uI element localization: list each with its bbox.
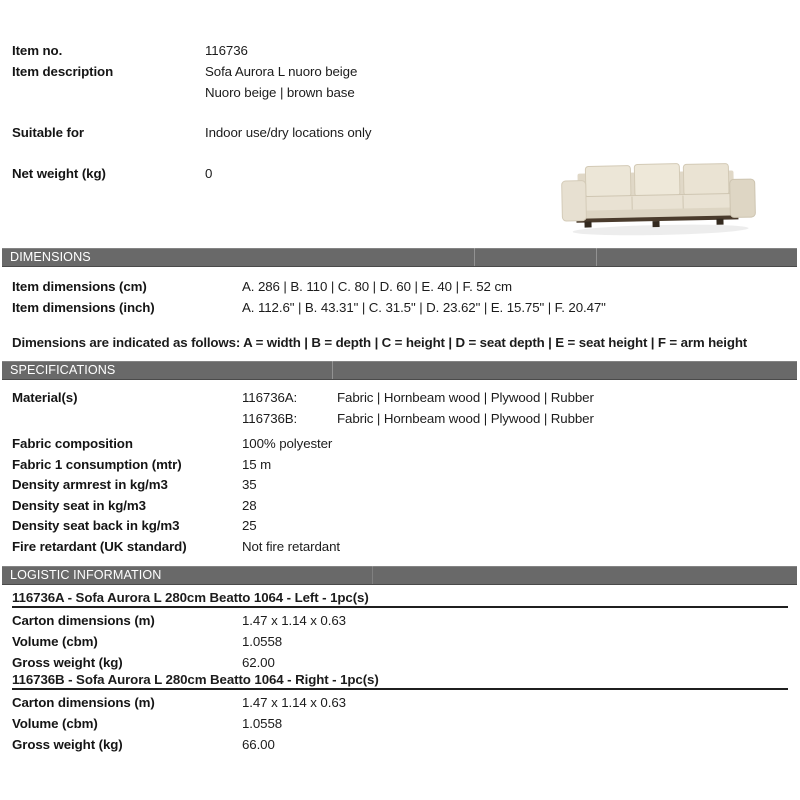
material-value-a: Fabric | Hornbeam wood | Plywood | Rubber: [337, 390, 594, 405]
item-no-label: Item no.: [12, 43, 63, 58]
header-divider: [332, 361, 333, 379]
gross-weight-b-label: Gross weight (kg): [12, 737, 123, 752]
volume-b-label: Volume (cbm): [12, 716, 98, 731]
density-armrest-value: 35: [242, 477, 257, 492]
density-armrest-label: Density armrest in kg/m3: [12, 477, 168, 492]
spec-rows: [12, 434, 788, 557]
dimensions-table: [12, 276, 788, 318]
materials-rows: [12, 388, 788, 429]
net-weight-label: Net weight (kg): [12, 166, 106, 181]
dimensions-cm-value: A. 286 | B. 110 | C. 80 | D. 60 | E. 40 | F. 52 cm: [242, 279, 512, 294]
spacer: [12, 103, 788, 122]
suitable-for-value: Indoor use/dry locations only: [205, 125, 372, 140]
material-code-a: 116736A:: [242, 390, 298, 405]
fabric-composition-label: Fabric composition: [12, 436, 133, 451]
carton-dimensions-a-value: 1.47 x 1.14 x 0.63: [242, 613, 346, 628]
header-divider: [474, 248, 475, 266]
fabric-composition-value: 100% polyester: [242, 436, 333, 451]
carton-dimensions-b-label: Carton dimensions (m): [12, 695, 155, 710]
carton-dimensions-a-label: Carton dimensions (m): [12, 613, 155, 628]
material-code-b: 116736B:: [242, 410, 298, 426]
sofa-product-image: [554, 148, 764, 240]
material-value-b: Fabric | Hornbeam wood | Plywood | Rubber: [337, 410, 594, 426]
dimensions-section-title: DIMENSIONS: [10, 250, 91, 264]
gross-weight-a-value: 62.00: [242, 655, 275, 670]
package-a-table: [12, 610, 788, 673]
gross-weight-b-value: 66.00: [242, 737, 275, 752]
dimensions-section-header: [2, 248, 797, 267]
package-a-heading: 116736A - Sofa Aurora L 280cm Beatto 1064 - Left - 1pc(s): [12, 589, 788, 608]
dimensions-cm-label: Item dimensions (cm): [12, 279, 147, 294]
header-divider: [372, 566, 373, 584]
dimensions-inch-label: Item dimensions (inch): [12, 300, 155, 315]
volume-a-value: 1.0558: [242, 634, 283, 649]
package-b-table: [12, 692, 788, 755]
empty-cell: [12, 409, 242, 430]
item-description-line1: Sofa Aurora L nuoro beige: [205, 64, 358, 79]
logistics-section-header: [2, 566, 797, 585]
fabric-consumption-value: 15 m: [242, 456, 272, 472]
volume-a-label: Volume (cbm): [12, 634, 98, 649]
density-seat-label: Density seat in kg/m3: [12, 497, 146, 513]
materials-label: Material(s): [12, 390, 78, 405]
density-seat-back-label: Density seat back in kg/m3: [12, 518, 180, 533]
volume-b-value: 1.0558: [242, 716, 283, 731]
empty-cell: [12, 82, 205, 103]
suitable-for-label: Suitable for: [12, 125, 84, 140]
package-b-heading: 116736B - Sofa Aurora L 280cm Beatto 1064 - Right - 1pc(s): [12, 671, 788, 690]
sofa-illustration: [554, 148, 764, 240]
density-seat-value: 28: [242, 497, 257, 513]
item-no-value: 116736: [205, 43, 248, 58]
gross-weight-a-label: Gross weight (kg): [12, 655, 123, 670]
item-description-line2: Nuoro beige | brown base: [205, 85, 355, 100]
header-divider: [596, 248, 597, 266]
net-weight-value: 0: [205, 166, 213, 181]
density-seat-back-value: 25: [242, 518, 257, 533]
dimensions-inch-value: A. 112.6" | B. 43.31" | C. 31.5" | D. 23.62" | E. 15.75" | F. 20.47": [242, 300, 606, 315]
specifications-section-title: SPECIFICATIONS: [10, 363, 116, 377]
carton-dimensions-b-value: 1.47 x 1.14 x 0.63: [242, 695, 346, 710]
fabric-consumption-label: Fabric 1 consumption (mtr): [12, 456, 182, 472]
fire-retardant-value: Not fire retardant: [242, 538, 340, 554]
dimensions-note: Dimensions are indicated as follows: A = width | B = depth | C = height | D = seat depth | E = seat height | F = arm height: [12, 335, 748, 350]
fire-retardant-label: Fire retardant (UK standard): [12, 538, 187, 554]
specifications-table: [12, 388, 788, 557]
item-description-label: Item description: [12, 64, 114, 79]
specifications-section-header: [2, 361, 797, 380]
logistics-section-title: LOGISTIC INFORMATION: [10, 568, 162, 582]
